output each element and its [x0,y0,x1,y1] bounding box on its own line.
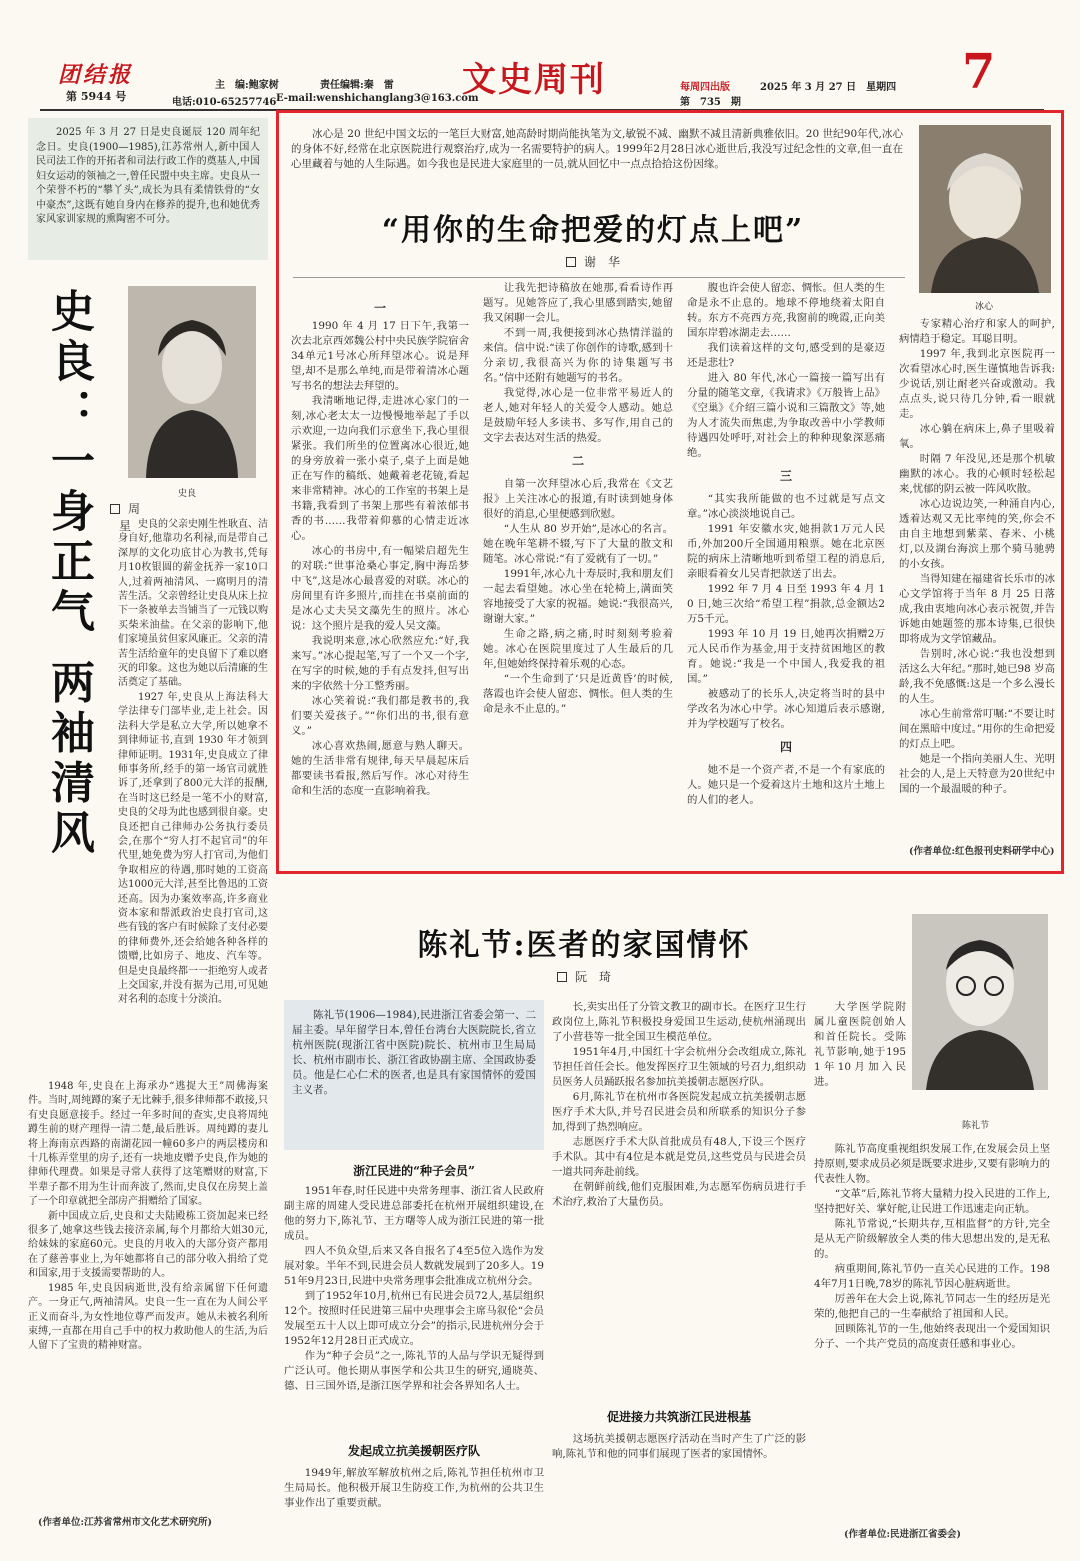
bingxin-paragraph: 告别时,冰心说:“我也没想到活这么大年纪。”那时,她已98 岁高龄,我不免感慨:这是一个多么漫长的人生。 [899,648,1055,705]
bingxin-paragraph: 专家精心治疗和家人的呵护,病情趋于稳定。耳聪目明。 [899,318,1055,345]
bingxin-paragraph: 她是一个指向美丽人生、光明社会的人,是上天特意为20世纪中国的一个最温暖的种子。 [899,753,1055,795]
bingxin-paragraph: 当得知建在福建省长乐市的冰心文学馆将于当年 8 月 25 日落成,我由衷地向冰心表示祝贺,并告诉她由她题签的那本诗集,已很快即将成为文学馆藏品。 [899,573,1055,645]
chenlijie-paragraph: 1949年,解放军解放杭州之后,陈礼节担任杭州市卫生局局长。他积极开展卫生防疫工作,为杭州的公共卫生事业作出了重要贡献。 [284,1467,544,1509]
chenlijie-paragraph: 在朝鲜前线,他们克服困难,为志愿军伤病员进行手术治疗,救治了大量伤员。 [552,1181,806,1208]
shiliang-footnote: (作者单位:江苏省常州市文化艺术研究所) [38,1517,212,1528]
chenlijie-subhead-3: 促进接力共筑浙江民进根基 [606,1410,751,1424]
editor-credit: 主 编:鲍家树 [215,80,279,91]
headline-rule [293,277,905,278]
chenlijie-intro: 陈礼节(1906—1984),民进浙江省委会第一、二届主委。早年留学日本,曾任台湾台大医院院长,省立杭州医院(现浙江省中医院)院长、杭州市卫生局局长、杭州市副市长、浙江省政协副主席、全国政协委员。他是仁心仁术的医者,也是具有家国情怀的爱国主义者。 [292,1009,536,1096]
bingxin-paragraph: 1992 年 7 月 4 日至 1993 年 4 月 10 日,她三次给“希望工程”捐款,总金额达2万5千元。 [687,583,885,625]
bingxin-paragraph: 1997 年,我到北京医院再一次看望冰心时,医生谨慎地告诉我:少说话,别让耐老兴奋或激动。我点点头,说只待几分钟,看一眼就走。 [899,348,1055,420]
shiliang-portrait-image [128,286,256,478]
chenlijie-subhead-2: 发起成立抗美援朝医疗队 [347,1444,480,1458]
bingxin-portrait-image [919,125,1051,293]
bingxin-paragraph: “人生从 80 岁开始”,是冰心的名言。她在晚年笔耕不辍,写下了大量的散文和随笔。冰心常说:“有了爱就有了一切。” [483,523,673,565]
bingxin-photo-caption: 冰心 [975,302,994,312]
bingxin-paragraph: 时隔 7 年没见,还是那个机敏幽默的冰心。我的心顿时轻松起来,忧郁的阴云被一阵风吹散。 [899,453,1055,495]
chenlijie-paragraph: 1951年春,时任民进中央常务理事、浙江省人民政府副主席的周建人受民进总部委托在杭州开展组织建设,在他的努力下,陈礼节、王方曙等人成为浙江民进的第一批成员。 [284,1185,544,1242]
chenlijie-paragraph: 长,卖实出任了分管文教卫的副市长。在医疗卫生行政岗位上,陈礼节积极投身爱国卫生运动,使杭州涌现出了小营巷等一批全国卫生模范单位。 [552,1001,806,1043]
chenlijie-paragraph: “文革”后,陈礼节将大量精力投入民进的工作上,坚持把好关、掌好舵,让民进工作迅速走向正轨。 [814,1188,1050,1215]
bingxin-paragraph: 进入 80 年代,冰心一篇接一篇写出有分量的随笔文章,《我请求》《万般皆上品》《空巢》《介绍三篇小说和三篇散文》等,她为人才流失而焦虑,为争取改善中小学教师待遇四处呼吁,对社会上的种种现象深恶痛绝。 [687,372,885,459]
masthead [0,0,1080,112]
chenlijie-paragraph: 陈礼节高度重视组织发展工作,在发展会员上坚持原则,要求成员必须是既要求进步,又要有影响力的代表性人物。 [814,1143,1050,1185]
chenlijie-paragraph: 这场抗美援朝志愿医疗活动在当时产生了广泛的影响,陈礼节和他的同事们展现了医者的家国情怀。 [552,1433,806,1460]
chenlijie-column-1 [284,1184,544,1430]
shiliang-paragraph: 史良的父亲史刚生性耿直、洁身自好,他靠功名利禄,而是带自己深厚的文化功底甘心为教书,凭每月10枚银圆的薪金抚养一家10口人,过着两袖清风、一腐明月的清苦生活。父亲曾经让史良从床上拉下一条被单去当铺当了一元钱以购买柴米油盐。在父亲的影响下,他们家境虽贫但家风廉正。父亲的清苦生活给童年的史良留下了难以磨灭的印象。这也为她以后清廉的生活奠定了基础。 [118,519,268,689]
chenlijie-portrait [912,914,1048,1090]
bingxin-article [276,110,1064,874]
bingxin-paragraph: 我清晰地记得,走进冰心家门的一刻,冰心老太太一边慢慢地举起了手以示欢迎,一边向我们示意坐下,我心里很紧张。我们所坐的位置离冰心很近,她的身旁放着一张小桌子,桌子上面是她正在写作的稿纸、她戴着老花镜,看起来非常精神。冰心的工作室的书架上是书籍,我看到了书架上那些有着浓郁书香的书……我带着仰慕的心情走近冰心。 [291,395,469,542]
chenlijie-column-1-tail [284,1466,544,1542]
bingxin-paragraph: 我说明来意,冰心欣然应允:“好,我来写。”冰心提起笔,写了一个又一个字,在写字的时候,她的手有点发抖,但写出来的字依然十分工整秀丽。 [291,635,469,692]
chenlijie-paragraph: 到了1952年10月,杭州已有民进会员72人,基层组织12个。按照时任民进第三届中央理事会主席马叙伦“会员发展至五十人以上即可成立分会”的指示,民进杭州分会于1952年12月28日正式成立。 [284,1290,544,1347]
chenlijie-footnote: (作者单位:民进浙江省委会) [844,1529,961,1540]
bingxin-intro: 冰心是 20 世纪中国文坛的一笔巨大财富,她高龄时期尚能执笔为文,敏锐不减、幽默不减且清新典雅依旧。20 世纪90年代,冰心的身体不好,经常在北京医院进行观察治疗,成为一名需要特护的病人。1999年2月28日冰心逝世后,我没写过纪念性的文章,但一直在心里藏着与她的人生际遇。如今我也是民进大家庭里的一员,就从回忆中一点点拾拾这份因缘。 [291,128,903,170]
bingxin-paragraph: 她不是一个资产者,不是一个有家底的人。她只是一个爱着这片土地和这片土地上的人们的老人。 [687,764,885,806]
shiliang-intro: 2025 年 3 月 27 日是史良诞辰 120 周年纪念日。史良(1900—1985),江苏常州人,新中国人民司法工作的开拓者和司法行政工作的奠基人,中国妇女运动的领袖之一,曾任民盟中央主席。史良从一个荣誉不朽的“攀丫头”,成长为具有柔情铁骨的“女中豪杰”,这既有她自身内在修养的提升,也和她优秀家风家训家规的熏陶密不可分。 [36,127,260,225]
shiliang-photo-caption: 史良 [178,489,197,499]
bingxin-paragraph: 我觉得,冰心是一位非常平易近人的老人,她对年轻人的关爱令人感动。她总是鼓励年轻人多读书、多写作,用自己的文字去表达对生活的热爱。 [483,387,673,444]
chenlijie-column-2 [552,1000,806,1400]
shiliang-paragraph: 1985 年,史良因病逝世,没有给亲属留下任何遗产。一身正气,两袖清风。史良一生一直在为人间公平正义而奋斗,为女性地位尊严而发声。她从未被名利所束缚,一直都在用自己手中的权力救助他人的生活,为后人留下了宝贵的精神财富。 [28,1282,268,1352]
chenlijie-column-3 [814,1142,1050,1518]
paper-logo: 团结报 [58,62,134,88]
bingxin-paragraph: 冰心生前常常叮嘱:“不要让时间在黑暗中度过。”用你的生命把爱的灯点上吧。 [899,708,1055,750]
chenlijie-paragraph: 6月,陈礼节在杭州市各医院发起成立抗美援朝志愿医疗手术大队,并号召民进会员和所联系的知识分子参加,得到了热烈响应。 [552,1091,806,1133]
bingxin-paragraph: 冰心边说边笑,一种涌自内心,透着达观又无比率纯的笑,你会不由自主地想到紫菜、春米、小桃灯,以及湖台海滨上那个骑马驰骋的小女孩。 [899,498,1055,570]
shiliang-paragraph: 新中国成立后,史良和丈夫陆殿栋工资加起来已经很多了,她拿这些钱去接济亲属,每个月都给大姐30元,给妹妹的家庭60元。史良的月收入的大部分资产都用在了慈善事业上,为年她都将自己的部分收入捐给了党和国家,用于支援需要帮助的人。 [28,1210,268,1280]
bingxin-paragraph: 1991年,冰心九十寿辰时,我和朋友们一起去看望她。冰心坐在轮椅上,满面笑容地接受了大家的祝福。她说:“我很高兴,谢谢大家。” [483,568,673,625]
bingxin-paragraph: 被感动了的长乐人,决定将当时的县中学改名为冰心中学。冰心知道后表示感谢,并为学校题写了校名。 [687,688,885,730]
bingxin-paragraph: 冰心喜欢热闹,愿意与熟人聊天。她的生活非常有规律,每天早晨起床后都要读书看报,然后写作。冰心对待生命和生活的态度一直影响着我。 [291,740,469,797]
bingxin-paragraph: 1993 年 10 月 19 日,她再次捐赠2万元人民币作为基金,用于支持贫困地区的教育。她说:“我是一个中国人,我爱我的祖国。” [687,628,885,685]
bingxin-column-2 [483,281,673,865]
chenlijie-paragraph: 志愿医疗手术大队首批成员有48人,下设三个医疗手术队。其中有4位是本就是党员,这些党员与民进会员一道共同奔赴前线。 [552,1136,806,1178]
section-number-4: 四 [779,740,792,754]
shiliang-body-lower [28,1080,268,1510]
shiliang-paragraph: 1948 年,史良在上海承办“逃捉大王”周佛海案件。当时,周纯蹲的案子无比棘手,很多律师都不敢接,只有史良愿意接手。经过一年多时间的查实,史良将周纯蹲生前的财产理得一清二楚,最后胜诉。周纯蹲的妻儿将上海南京西路的南湖花园一幢60多户的两层楼房和十几栋弄堂里的房子,还有一块地皮赠予史良,作为她的律师代理费。如果是寻常人获得了这笔赠财的财富,下半辈子都不用为生计而奔波了,然而,史良仅在房契上盖了一个印章就把全部房产捐赠给了国家。 [28,1081,268,1208]
responsible-editor-credit: 责任编辑:秦 雷 [320,80,394,91]
chenlijie-paragraph: 回顾陈礼节的一生,他始终表现出一个爱国知识分子、一个共产党员的高度责任感和事业心。 [814,1323,1050,1350]
bingxin-paragraph: 冰心躺在病床上,鼻子里吸着氧。 [899,423,1055,450]
chenlijie-article [284,880,1060,1550]
shiliang-portrait [128,286,256,478]
bingxin-footnote: (作者单位:红色报刊史料研学中心) [909,846,1055,857]
chenlijie-author: 阮 琦 [574,970,611,984]
section-number-1: 一 [373,301,386,315]
paper-issue-number: 第 5944 号 [66,90,127,103]
weekly-note: 每周四出版 [680,82,730,93]
section-issue-number: 第 735 期 [680,97,741,108]
chenlijie-photo-caption: 陈礼节 [962,1121,990,1131]
publication-date: 2025 年 3 月 27 日 星期四 [760,82,897,93]
editorial-phone: 电话:010-65257746 [172,97,277,108]
shiliang-headline-text: 史良：一身正气 两袖清风 [43,288,94,860]
bingxin-paragraph: “一个生命到了‘只是近黄昏’的时候,落霞也许会使人留恋、惆怅。但人类的生命是永不止息的。” [483,673,673,715]
section-number-2: 二 [571,454,584,468]
shiliang-headline [40,288,100,1028]
chenlijie-subhead-1: 浙江民进的“种子会员” [353,1164,475,1178]
shiliang-article [28,118,268,1548]
bingxin-column-1 [291,319,469,865]
bingxin-portrait [919,125,1051,293]
section-number-3: 三 [779,469,792,483]
bingxin-paragraph: 不到一周,我便接到冰心热情洋溢的来信。信中说:“读了你创作的诗歌,感到十分亲切,我很高兴为你的诗集题写书名。”信中还附有她题写的书名。 [483,327,673,384]
editorial-email: E-mail:wenshichanglang3@163.com [276,93,479,104]
shiliang-paragraph: 1927 年,史良从上海法科大学法律专门部毕业,走上社会。因法科大学是私立大学,所以她拿不到律师证书,直到 1930 年才领到律师证明。1931年,史良成立了律师事务所,经手的第一场官司就胜诉了,还拿到了800元大洋的报酬,在当时这已经是一笔不小的财富,史良的父母为此也感到很自豪。史良还把自己律师办公务执行委员会,在那个“穷人打不起官司”的年代里,她免费为穷人打官司,为他们争取相应的待遇,那时她的工资高达1000元大洋,甚至比鲁迅的工资还高。因为办案效率高,许多商业资本家和帮派政治史良打官司,这些有钱的客户有时候除了支付必要的律师费外,还会给她各种各样的馈赠,比如房子、地皮、汽车等。但是史良最终都一一拒绝穷人或者上交国家,并没有据为己用,可见她对名利的态度十分淡泊。 [118,691,268,1006]
shiliang-body-upper [118,518,268,1078]
chenlijie-paragraph: 作为“种子会员”之一,陈礼节的人品与学识无疑得到广泛认可。他长期从事医学和公共卫生的研究,通晓英、德、日三国外语,是浙江医学界和社会各界知名人士。 [284,1350,544,1392]
shiliang-author: 周 星 [118,502,153,533]
chenlijie-paragraph: 1951年4月,中国红十字会杭州分会改组成立,陈礼节担任首任会长。他发挥医疗卫生领域的号召力,组织动员医务人员踊跃报名参加抗美援朝志愿医疗队。 [552,1046,806,1088]
chenlijie-byline [284,968,884,985]
bingxin-paragraph: 1991 年安徽水灾,她捐款1万元人民币,外加200斤全国通用粮票。她在北京医院的病床上清晰地听到希望工程的消息后,亲眼看着女儿吴青把款送了出去。 [687,523,885,580]
bingxin-paragraph: 冰心笑着说:“我们都是教书的,我们要关爱孩子。”“你们出的书,很有意义。” [291,695,469,737]
chenlijie-column-2-tail [552,1432,806,1542]
chenlijie-paragraph: 厉善年在大会上说,陈礼节同志一生的经历是光荣的,他把自己的一生奉献给了祖国和人民。 [814,1293,1050,1320]
chenlijie-headline: 陈礼节:医者的家国情怀 [417,928,751,963]
chenlijie-paragraph: 大学医学院附属儿童医院创始人和首任院长。受陈礼节影响,她于1951年10月加入民进。 [814,1001,906,1088]
bingxin-paragraph: “其实我所能做的也不过就是写点文章。”冰心淡淡地说自己。 [687,493,885,520]
bingxin-column-4 [899,317,1055,837]
bingxin-paragraph: 冰心的书房中,有一幅梁启超先生的对联:“世事沧桑心事定,胸中海岳梦中飞”,这是冰心最喜爱的对联。冰心的房间里有许多照片,而挂在书桌前面的是冰心丈夫吴文藻先生的照片。冰心说：这个照片是我的爱人吴文藻。 [291,545,469,632]
bingxin-paragraph: 1990 年 4 月 17 日下午,我第一次去北京西郊魏公村中央民族学院宿舍34单元1号冰心所拜望冰心。说是拜望,却不是那么单纯,而是带着清冰心题写书名的想法去拜望的。 [291,320,469,392]
bingxin-paragraph: 我们读着这样的文句,感受到的是豪迈还是悲壮? [687,342,885,369]
bingxin-column-3 [687,281,885,865]
bingxin-author: 谢 华 [583,255,620,269]
chenlijie-portrait-image [912,914,1048,1090]
bingxin-paragraph: 让我先把诗稿放在她那,看看诗作再题写。见她答应了,我心里感到踏实,她留我又闲聊一会儿。 [483,282,673,324]
bingxin-paragraph: 腹也许会使人留恋、惆怅。但人类的生命是永不止息的。地球不停地绕着太阳自转。东方不亮西方亮,我窗前的晚霞,正向美国东岸碧冰湖走去…… [687,282,885,339]
section-title: 文史周刊 [462,60,606,100]
chenlijie-paragraph: 陈礼节常说,“长期共存,互相监督”的方针,完全是从无产阶级解放全人类的伟大思想出发的,是无私的。 [814,1218,1050,1260]
bingxin-paragraph: 自第一次拜望冰心后,我常在《文艺报》上关注冰心的报道,有时读到她身体很好的消息,心里便感到欣慰。 [483,478,673,520]
bingxin-headline: “用你的生命把爱的灯点上吧” [381,213,805,248]
chenlijie-paragraph: 病重期间,陈礼节仍一直关心民进的工作。1984年7月1日晚,78岁的陈礼节因心脏病逝世。 [814,1263,1050,1290]
bingxin-paragraph: 生命之路,病之痛,时时刻刻考验着她。冰心在医院里度过了人生最后的几年,但她始终保持着乐观的心态。 [483,628,673,670]
chenlijie-paragraph: 四人不负众望,后来又各自报名了4至5位入选作为发展对象。半年不到,民进会员人数就发展到了20多人。1951年9月23日,民进中央常务理事会批准成立杭州分会。 [284,1245,544,1287]
page-number: 7 [962,44,996,100]
bingxin-byline [293,253,893,270]
chenlijie-column-3-top [814,1000,906,1134]
